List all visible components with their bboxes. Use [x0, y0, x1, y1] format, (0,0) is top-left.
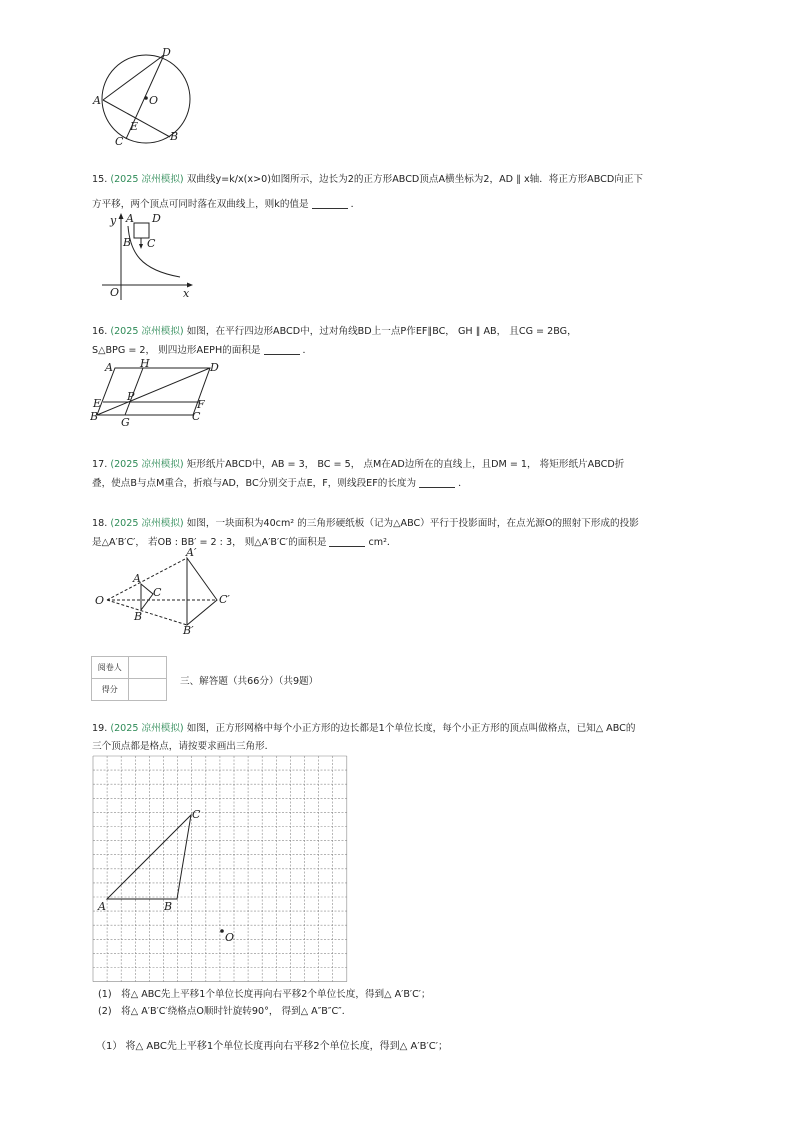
projection-figure — [92, 548, 237, 636]
fig15-label: C — [147, 237, 156, 250]
question-source: (2025 凉州模拟) — [110, 459, 184, 470]
question-number: 17. — [92, 459, 108, 470]
fig19-label: A — [98, 900, 106, 913]
question-source: (2025 凉州模拟) — [110, 326, 184, 337]
grader-label: 阅卷人 — [92, 657, 129, 679]
fig14-label: C — [115, 135, 124, 148]
score-box — [91, 656, 167, 701]
fig18-label: O — [95, 594, 105, 607]
answer-blank[interactable] — [264, 345, 300, 355]
question-text: ． — [302, 345, 313, 356]
fig14-label: A — [93, 94, 101, 107]
answer-blank[interactable] — [419, 478, 455, 488]
fig16-label: C — [192, 410, 201, 423]
fig16-label: G — [121, 416, 130, 429]
question-text: 如图，在平行四边形ABCD中，过对角线BD上一点P作EF∥BC， GH ∥ AB， 且CG = 2BG， — [186, 326, 577, 337]
question-text: 如图，正方形网格中每个小正方形的边长都是1个单位长度，每个小正方形的顶点叫做格点，已知△ ABC的 — [186, 723, 636, 734]
question-text: 是△A′B′C′， 若OB : BB′ = 2 : 3， 则△A′B′C′的面积是 — [92, 537, 327, 548]
grid-figure — [92, 755, 354, 983]
fig16-label: F — [197, 398, 205, 411]
question-text: 双曲线y=k/x(x>0)如图所示，边长为2的正方形ABCD顶点A横坐标为2，AD ∥ x轴．将正方形ABCD向正下 — [186, 174, 644, 185]
fig19-label: O — [225, 931, 235, 944]
q19-answer1: （1） 将△ ABC先上平移1个单位长度再向右平移2个单位长度，得到△ A′B′C′； — [96, 1041, 449, 1052]
fig18-label: A — [133, 572, 141, 585]
q19-sub2: (2) 将△ A′B′C′绕格点O顺时针旋转90°， 得到△ A″B″C″． — [98, 1006, 352, 1017]
fig16-label: D — [210, 361, 219, 374]
question-text: 方平移，两个顶点可同时落在双曲线上，则k的值是 — [92, 199, 309, 210]
question-source: (2025 凉州模拟) — [110, 174, 184, 185]
question-text: ． — [350, 199, 361, 210]
fig19-label: C — [192, 808, 201, 821]
fig15-label: D — [152, 212, 161, 225]
fig18-label: A′ — [186, 548, 197, 559]
score-label: 得分 — [92, 679, 129, 701]
fig15-label: B — [123, 236, 132, 249]
fig16-label: E — [93, 397, 102, 410]
q19-sub1: (1) 将△ ABC先上平移1个单位长度再向右平移2个单位长度，得到△ A′B′C′； — [98, 989, 431, 1000]
question-19-line2: 三个顶点都是格点，请按要求画出三角形． — [92, 741, 275, 752]
question-19 — [92, 719, 635, 738]
fig14-label: D — [162, 46, 171, 59]
fig14-label: E — [130, 120, 139, 133]
fig15-label: O — [110, 286, 120, 299]
fig14-label: B — [170, 130, 179, 143]
question-number: 19. — [92, 723, 108, 734]
question-source: (2025 凉州模拟) — [110, 723, 184, 734]
question-number: 15. — [92, 174, 108, 185]
fig19-label: B — [164, 900, 173, 913]
fig16-label: H — [140, 358, 150, 370]
fig16-label: P — [127, 390, 135, 403]
question-text: cm²． — [368, 537, 397, 548]
grid-lines — [93, 756, 347, 982]
question-text: ． — [458, 478, 468, 489]
question-text: 叠，使点B与点M重合，折痕与AD，BC分别交于点E，F，则线段EF的长度为 — [92, 478, 417, 489]
question-number: 18. — [92, 518, 108, 529]
fig18-label: B — [134, 610, 143, 623]
question-18 — [92, 514, 639, 533]
answer-blank[interactable] — [312, 199, 348, 209]
fig15-label: y — [110, 214, 117, 227]
question-number: 16. — [92, 326, 108, 337]
question-17-line2 — [92, 474, 468, 493]
section-heading: 三、解答题（共66分）（共9题） — [180, 676, 319, 687]
hyperbola-figure — [100, 212, 195, 302]
question-16 — [92, 322, 577, 341]
circle-figure — [90, 42, 200, 150]
fig15-label: A — [126, 212, 134, 225]
fig15-label: x — [183, 287, 190, 300]
grader-cell[interactable] — [128, 657, 166, 679]
question-text: 如图，一块面积为40cm² 的三角形硬纸板（记为△ABC）平行于投影面时，在点光源O的照射下形成的投影 — [186, 518, 639, 529]
question-source: (2025 凉州模拟) — [110, 518, 184, 529]
question-15 — [92, 170, 643, 189]
fig16-label: A — [105, 361, 113, 374]
fig18-label: C′ — [219, 593, 230, 606]
question-text: S△BPG = 2， 则四边形AEPH的面积是 — [92, 345, 261, 356]
fig18-label: B′ — [183, 624, 194, 636]
fig18-label: C — [153, 586, 162, 599]
question-17 — [92, 455, 624, 474]
question-text: 矩形纸片ABCD中，AB = 3， BC = 5， 点M在AD边所在的直线上，且DM = 1， 将矩形纸片ABCD折 — [186, 459, 625, 470]
parallelogram-figure — [90, 358, 220, 430]
answer-blank[interactable] — [329, 537, 365, 547]
fig14-label: O — [149, 94, 159, 107]
fig16-label: B — [90, 410, 99, 423]
score-cell[interactable] — [128, 679, 166, 701]
